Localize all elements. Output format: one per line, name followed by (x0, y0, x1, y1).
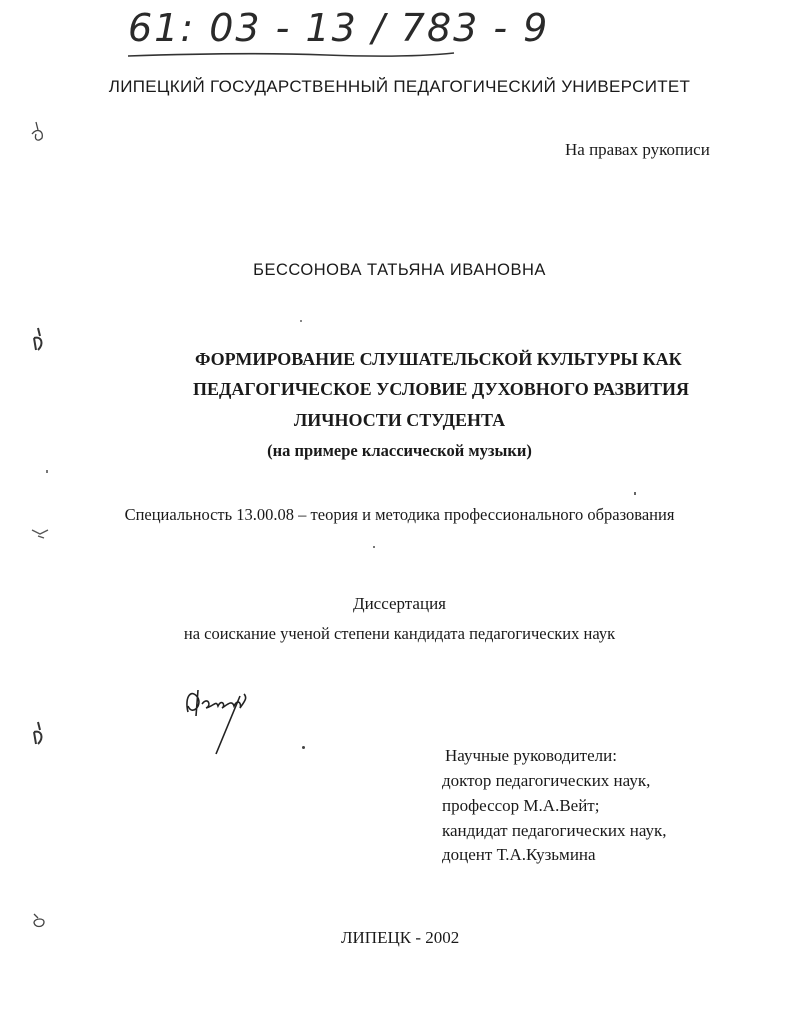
scan-dot (46, 470, 48, 473)
supervisors-heading: Научные руководители: (445, 746, 617, 765)
title-line-2: ПЕДАГОГИЧЕСКОЕ УСЛОВИЕ ДУХОВНОГО РАЗВИТИЯ (193, 379, 690, 399)
scan-artifact-2 (28, 326, 50, 354)
title-subtitle: (на примере классической музыки) (267, 441, 532, 460)
manuscript-rights: На правах рукописи (565, 140, 710, 159)
university-name: ЛИПЕЦКИЙ ГОСУДАРСТВЕННЫЙ ПЕДАГОГИЧЕСКИЙ УНИВЕРСИТЕТ (108, 77, 691, 96)
supervisor-1-name: профессор М.А.Вейт; (442, 796, 600, 815)
scan-artifact-5 (28, 910, 50, 932)
specialty: Специальность 13.00.08 – теория и методика профессионального образования (124, 505, 675, 524)
scan-artifact-1 (28, 118, 50, 144)
author-name: БЕССОНОВА ТАТЬЯНА ИВАНОВНА (253, 261, 546, 279)
scan-dot (373, 546, 375, 548)
archive-code-underline (126, 50, 456, 60)
author-signature (178, 676, 258, 758)
scan-dot (302, 746, 305, 749)
scan-artifact-4 (28, 720, 50, 748)
dissertation-label: Диссертация (352, 594, 446, 613)
scan-dot (300, 320, 302, 322)
scan-artifact-3 (28, 524, 52, 540)
scan-dot (634, 492, 636, 495)
city-year: ЛИПЕЦК - 2002 (341, 928, 460, 947)
supervisor-2-degree: кандидат педагогических наук, (442, 821, 667, 840)
degree-line: на соискание ученой степени кандидата педагогических наук (183, 624, 616, 643)
title-line-1: ФОРМИРОВАНИЕ СЛУШАТЕЛЬСКОЙ КУЛЬТУРЫ КАК (195, 349, 682, 369)
supervisor-2-name: доцент Т.А.Кузьмина (442, 845, 596, 864)
archive-code: 61: 03 - 13 / 783 - 9 (128, 6, 550, 50)
title-line-3: ЛИЧНОСТИ СТУДЕНТА (293, 410, 506, 430)
supervisor-1-degree: доктор педагогических наук, (442, 771, 651, 790)
